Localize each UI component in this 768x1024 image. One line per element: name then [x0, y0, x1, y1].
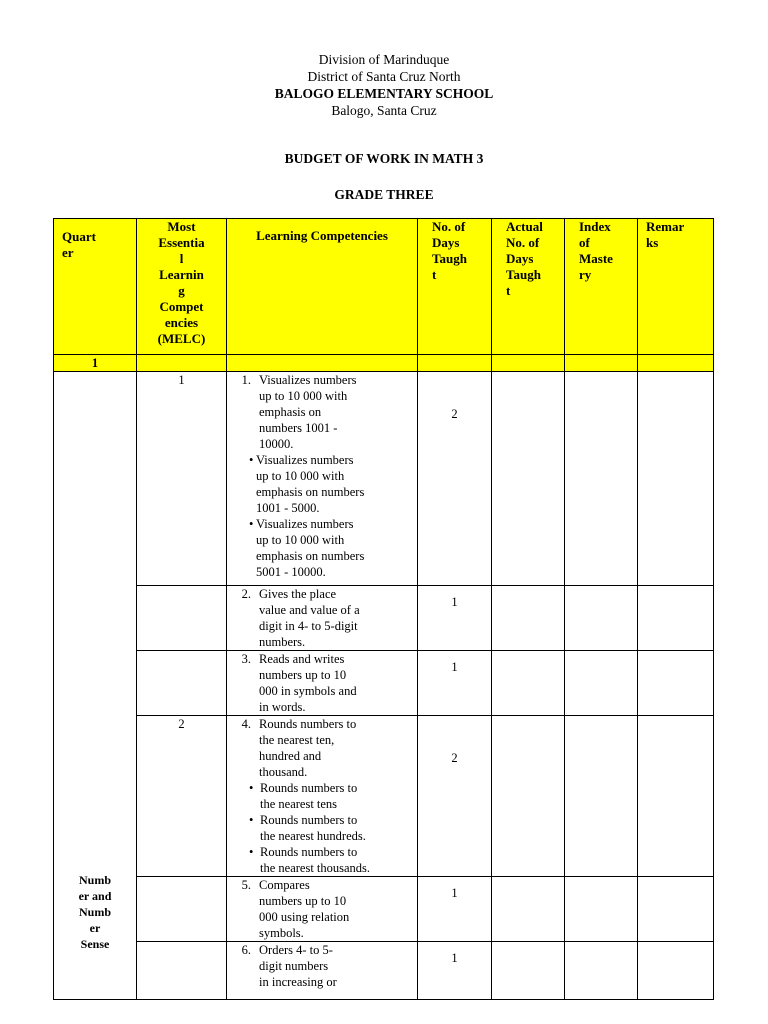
remarks-cell [638, 942, 714, 1000]
index-of-mastery-cell [565, 716, 638, 877]
days-taught-value: 1 [418, 877, 492, 942]
days-taught-value: 1 [418, 651, 492, 716]
competency-cell [227, 877, 418, 942]
bullet-icon: • [249, 845, 254, 859]
bullet-icon: • [249, 813, 254, 827]
days-taught-header-text: No. of Days Taugh t [432, 219, 467, 282]
district-line: District of Santa Cruz North [307, 69, 461, 84]
remarks-header [638, 219, 714, 355]
actual-days-header-text: Actual No. of Days Taugh t [506, 219, 543, 298]
competencies-header-text: Learning Competencies [256, 228, 388, 243]
remarks-header-text: Remar ks [646, 219, 685, 250]
table-row [54, 651, 714, 716]
actual-days-cell [492, 716, 565, 877]
grade-label: GRADE THREE [334, 187, 434, 202]
competency-number: 2. [241, 587, 251, 601]
quarter-header-text: Quart er [62, 229, 96, 260]
actual-days-header [492, 219, 565, 355]
melc-number [137, 586, 227, 651]
table-row [54, 716, 714, 877]
bullet-icon: • [249, 517, 254, 531]
sub-competency-text: Rounds numbers to the nearest tens [260, 781, 358, 811]
competency-cell [227, 372, 418, 586]
remarks-cell [638, 586, 714, 651]
competency-text: Visualizes numbers up to 10 000 with emphasis on numbers 1001 - 10000. [259, 373, 357, 451]
days-taught-header [418, 219, 492, 355]
melc-number: 1 [137, 372, 227, 586]
actual-days-cell [492, 942, 565, 1000]
table-row [54, 586, 714, 651]
index-of-mastery-cell [565, 586, 638, 651]
competencies-header [227, 219, 418, 355]
index-of-mastery-cell [565, 942, 638, 1000]
sub-competency-text: Rounds numbers to the nearest hundreds. [260, 813, 366, 843]
domain-cell [54, 372, 137, 1000]
competency-text: Reads and writes numbers up to 10 000 in symbols and in words. [259, 652, 357, 714]
actual-days-cell [492, 877, 565, 942]
remarks-cell [638, 372, 714, 586]
quarter-row [54, 355, 714, 372]
division-line: Division of Marinduque [318, 52, 450, 67]
competency-cell [227, 651, 418, 716]
header-row [54, 219, 714, 355]
index-of-mastery-cell [565, 877, 638, 942]
competency-number: 1. [241, 373, 251, 387]
competency-number: 5. [241, 878, 251, 892]
document-title: BUDGET OF WORK IN MATH 3 [284, 151, 484, 166]
remarks-cell [638, 651, 714, 716]
table-row [54, 877, 714, 942]
melc-number [137, 651, 227, 716]
actual-days-cell [492, 586, 565, 651]
days-taught-value: 1 [418, 586, 492, 651]
competency-cell [227, 942, 418, 1000]
index-of-mastery-header [565, 219, 638, 355]
days-taught-value: 2 [418, 716, 492, 877]
remarks-cell [638, 716, 714, 877]
sub-competency-text: Rounds numbers to the nearest thousands. [260, 845, 371, 875]
melc-number [137, 877, 227, 942]
competency-text: Compares numbers up to 10 000 using relation symbols. [259, 878, 350, 940]
melc-header [137, 219, 227, 355]
table-row [54, 372, 714, 586]
competency-number: 6. [241, 943, 251, 957]
competency-text: Gives the place value and value of a digit in 4- to 5-digit numbers. [259, 587, 360, 649]
competency-number: 4. [241, 717, 251, 731]
melc-header-text: Most Essentia l Learnin g Compet encies (MELC) [157, 219, 206, 346]
index-of-mastery-header-text: Index of Maste ry [579, 219, 613, 282]
bullet-icon: • [249, 453, 254, 467]
quarter-header [54, 219, 137, 355]
competency-cell [227, 586, 418, 651]
melc-number: 2 [137, 716, 227, 877]
index-of-mastery-cell [565, 651, 638, 716]
melc-number [137, 942, 227, 1000]
competency-text: Orders 4- to 5- digit numbers in increasing or [259, 943, 337, 989]
days-taught-value: 2 [418, 372, 492, 586]
school-name: BALOGO ELEMENTARY SCHOOL [274, 86, 494, 101]
actual-days-cell [492, 372, 565, 586]
quarter-number: 1 [54, 355, 137, 372]
bullet-icon: • [249, 781, 254, 795]
days-taught-value: 1 [418, 942, 492, 1000]
budget-of-work-table [53, 218, 714, 1000]
domain-label: Numb er and Numb er Sense [78, 873, 112, 951]
school-address: Balogo, Santa Cruz [331, 103, 437, 118]
actual-days-cell [492, 651, 565, 716]
table-row [54, 942, 714, 1000]
competency-cell [227, 716, 418, 877]
competency-number: 3. [241, 652, 251, 666]
sub-competency-text: Visualizes numbers up to 10 000 with emphasis on numbers 1001 - 5000. [256, 453, 365, 515]
sub-competency-text: Visualizes numbers up to 10 000 with emphasis on numbers 5001 - 10000. [256, 517, 365, 579]
remarks-cell [638, 877, 714, 942]
competency-text: Rounds numbers to the nearest ten, hundred and thousand. [259, 717, 357, 779]
index-of-mastery-cell [565, 372, 638, 586]
